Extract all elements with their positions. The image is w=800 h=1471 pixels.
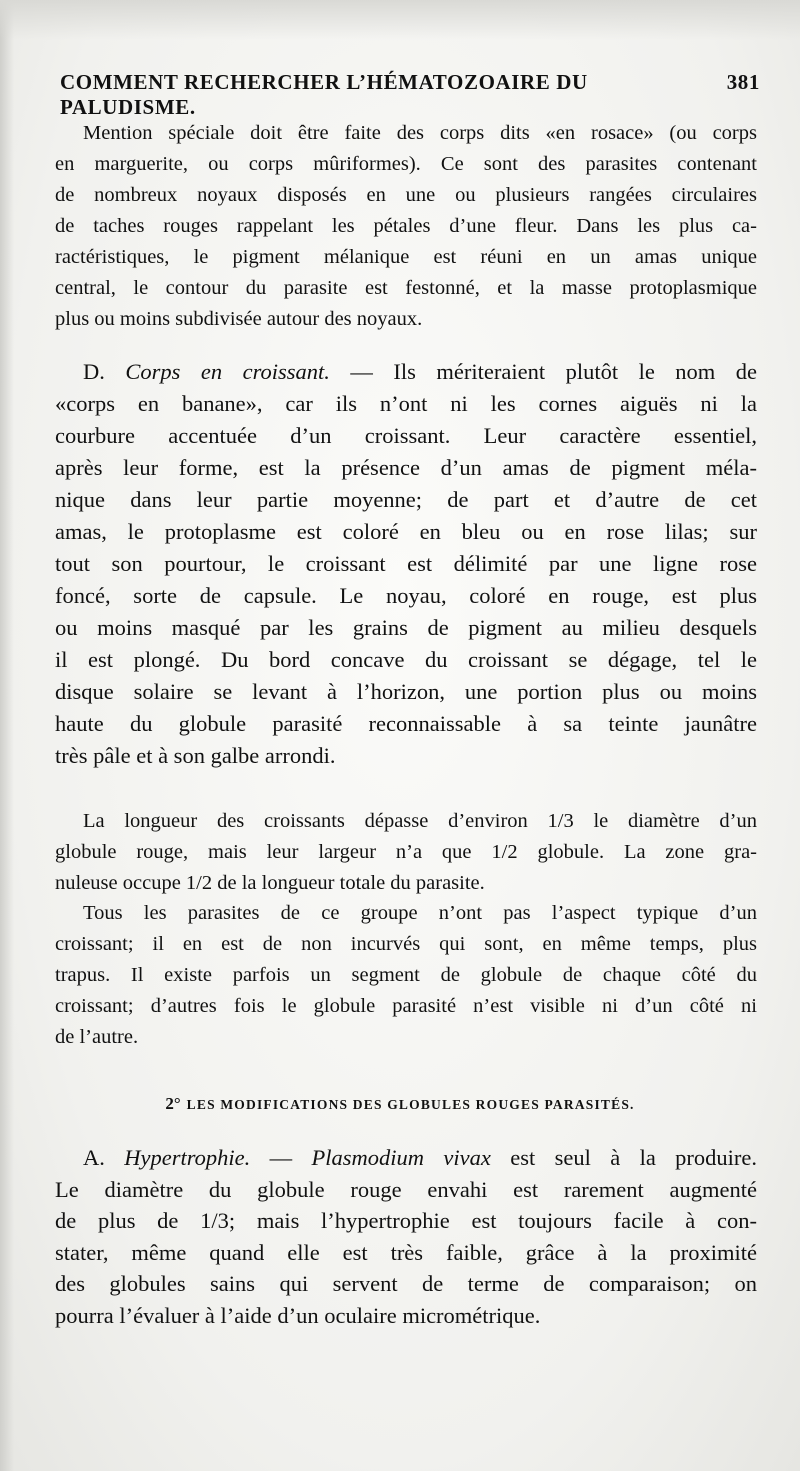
- text-line: des globules sains qui servent de terme de comparaison; on: [55, 1271, 757, 1296]
- paragraph-longueur: [55, 806, 757, 899]
- text-line: de l’autre.: [55, 1026, 139, 1048]
- text-line: il est plongé. Du bord concave du croissant se dégage, tel le: [55, 647, 757, 672]
- text-line: Mention spéciale doit être faite des corps dits «en rosace» (ou corps: [83, 122, 757, 144]
- section-heading: [0, 1094, 800, 1114]
- text-line-heading: [55, 1142, 757, 1174]
- subsection-title: Hypertrophie.: [124, 1145, 251, 1170]
- text-line: amas, le protoplasme est coloré en bleu ou en rose lilas; sur: [55, 519, 757, 544]
- text-fragment: — Ils mériteraient plutôt le nom de: [350, 359, 758, 384]
- text-line: globule rouge, mais leur largeur n’a que 1/2 globule. La zone gra-: [55, 841, 757, 863]
- text-line: trapus. Il existe parfois un segment de globule de chaque côté du: [55, 964, 757, 986]
- subsection-label: D.: [83, 359, 105, 384]
- text-line: Tous les parasites de ce groupe n’ont pas l’aspect typique d’un: [83, 902, 757, 924]
- dash: —: [269, 1145, 293, 1170]
- text-line: foncé, sorte de capsule. Le noyau, coloré en rouge, est plus: [55, 583, 757, 608]
- text-line: haute du globule parasité reconnaissable à sa teinte jaunâtre: [55, 711, 757, 736]
- paragraph-hypertrophie: [55, 1142, 757, 1331]
- text-line: ractéristiques, le pigment mélanique est réuni en un amas unique: [55, 246, 757, 268]
- text-line: La longueur des croissants dépasse d’environ 1/3 le diamètre d’un: [83, 810, 757, 832]
- text-line: central, le contour du parasite est festonné, et la masse protoplasmique: [55, 277, 757, 299]
- text-line: courbure accentuée d’un croissant. Leur caractère essentiel,: [55, 423, 757, 448]
- text-line: nique dans leur partie moyenne; de part et d’autre de cet: [55, 487, 757, 512]
- text-line: disque solaire se levant à l’horizon, une portion plus ou moins: [55, 679, 757, 704]
- section-title: LES MODIFICATIONS DES GLOBULES ROUGES PARASITÉS.: [186, 1097, 635, 1112]
- text-line: croissant; d’autres fois le globule parasité n’est visible ni d’un côté ni: [55, 995, 757, 1017]
- subsection-label: A.: [83, 1145, 105, 1170]
- text-line: après leur forme, est la présence d’un amas de pigment méla-: [55, 455, 757, 480]
- paragraph-parasites-groupe: [55, 898, 757, 1053]
- text-line: Le diamètre du globule rouge envahi est rarement augmenté: [55, 1176, 757, 1202]
- text-fragment: est seul à la produire.: [510, 1145, 758, 1170]
- text-line: pourra l’évaluer à l’aide d’un oculaire micrométrique.: [55, 1302, 541, 1328]
- text-line: nuleuse occupe 1/2 de la longueur totale du parasite.: [55, 872, 485, 894]
- paragraph-rosace: [55, 118, 757, 335]
- paragraph-corps-en-croissant: [55, 356, 757, 772]
- text-line: de plus de 1/3; mais l’hypertrophie est toujours facile à con-: [55, 1208, 757, 1233]
- running-header: [60, 70, 760, 120]
- page-number: 381: [726, 70, 760, 94]
- text-line: croissant; il en est de non incurvés qui sont, en même temps, plus: [55, 933, 757, 955]
- subsection-title: Corps en croissant.: [125, 359, 330, 384]
- text-line: de taches rouges rappelant les pétales d’une fleur. Dans les plus ca-: [55, 215, 757, 237]
- text-line: très pâle et à son galbe arrondi.: [55, 743, 336, 768]
- scan-shadow-left: [0, 0, 14, 1471]
- text-line: «corps en banane», car ils n’ont ni les cornes aiguës ni la: [55, 391, 757, 416]
- organism-name: Plasmodium vivax: [311, 1145, 491, 1170]
- text-line: en marguerite, ou corps mûriformes). Ce sont des parasites contenant: [55, 153, 757, 175]
- text-line: ou moins masqué par les grains de pigment au milieu desquels: [55, 615, 757, 640]
- section-number: 2°: [165, 1094, 181, 1113]
- text-line: tout son pourtour, le croissant est délimité par une ligne rose: [55, 551, 757, 576]
- running-head-title: COMMENT RECHERCHER L’HÉMATOZOAIRE DU PALUDISME.: [60, 70, 588, 119]
- text-line: stater, même quand elle est très faible, grâce à la proximité: [55, 1239, 757, 1265]
- scan-shadow-top: [0, 0, 800, 40]
- text-line: plus ou moins subdivisée autour des noyaux.: [55, 308, 423, 330]
- text-line: de nombreux noyaux disposés en une ou plusieurs rangées circulaires: [55, 184, 757, 206]
- text-line-heading: [55, 356, 757, 388]
